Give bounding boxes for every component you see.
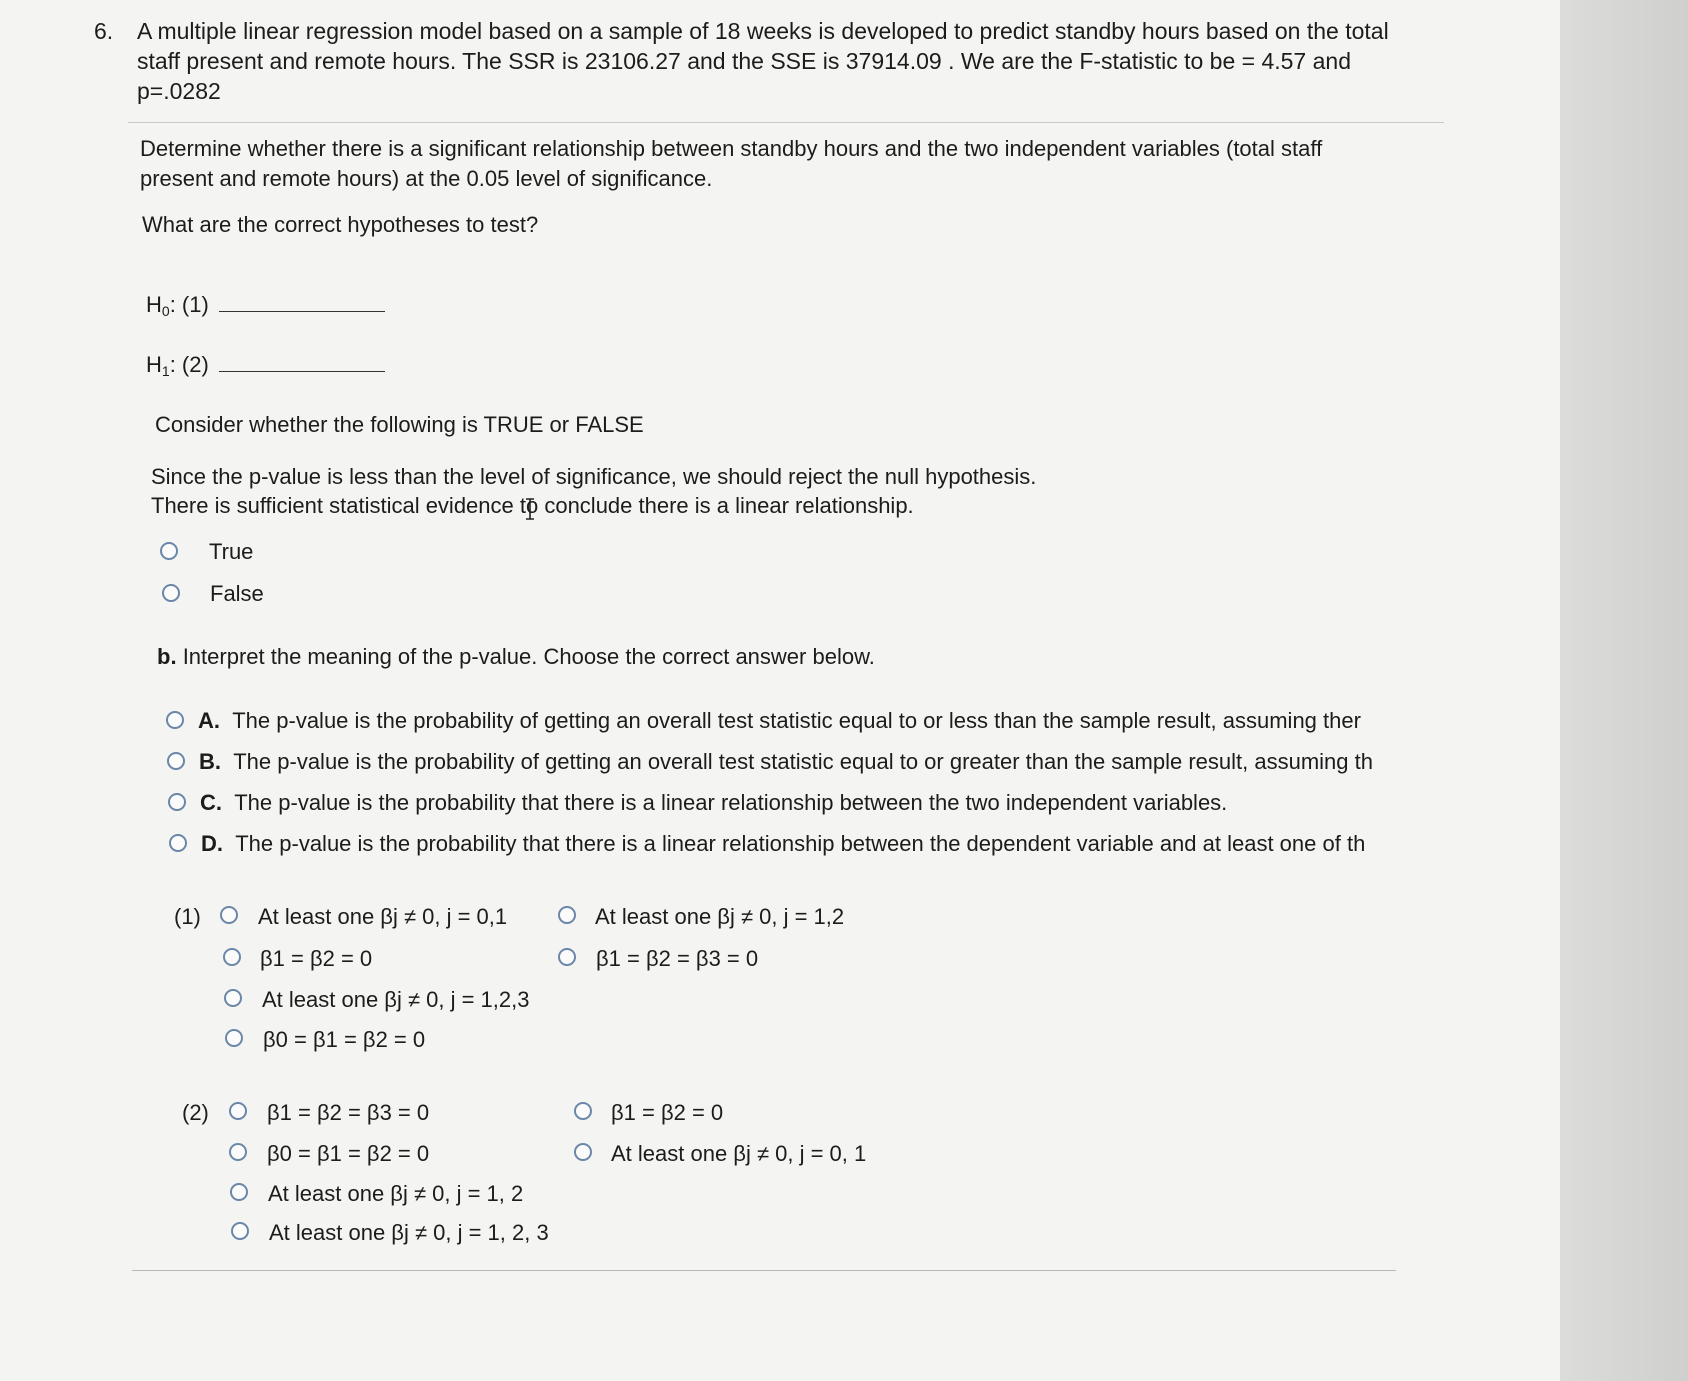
part-a-text-line1: Determine whether there is a significant relationship between standby hours and the two independent variables (total staff <box>140 136 1323 161</box>
choice-d[interactable]: D. The p-value is the probability that there is a linear relationship between the dependent variable and at least one of th <box>201 831 1366 856</box>
d1-option-6[interactable]: β0 = β1 = β2 = 0 <box>263 1027 426 1052</box>
d1-option-3[interactable]: β1 = β2 = 0 <box>260 946 373 971</box>
question-text-line1: A multiple linear regression model based on a sample of 18 weeks is developed to predict standby hours based on the total <box>137 18 1389 44</box>
bottom-divider <box>132 1270 1396 1271</box>
radio-choice-b[interactable] <box>167 752 185 770</box>
h0-dropdown-blank[interactable] <box>219 293 385 312</box>
d1-radio-3[interactable] <box>223 948 241 966</box>
d1-option-5[interactable]: At least one βj ≠ 0, j = 1,2,3 <box>262 987 530 1012</box>
question-text-line2: staff present and remote hours. The SSR is 23106.27 and the SSE is 37914.09 . We are the F-statistic to be = 4.57 and <box>137 48 1351 74</box>
d2-option-2[interactable]: β1 = β2 = 0 <box>611 1100 724 1125</box>
h1-label: $H_1$: (2) <box>146 350 385 380</box>
question-number: 6. <box>94 18 114 44</box>
d1-radio-4[interactable] <box>558 948 576 966</box>
text-cursor-icon <box>523 498 537 520</box>
radio-choice-d[interactable] <box>169 834 187 852</box>
part-a-text-line2: present and remote hours) at the 0.05 level of significance. <box>140 166 713 191</box>
d2-radio-1[interactable] <box>229 1102 247 1120</box>
choice-a[interactable]: A. The p-value is the probability of getting an overall test statistic equal to or less than the sample result, assuming ther <box>198 708 1361 733</box>
d1-radio-2[interactable] <box>558 906 576 924</box>
d2-option-4[interactable]: At least one βj ≠ 0, j = 0, 1 <box>611 1141 867 1166</box>
radio-choice-c[interactable] <box>168 793 186 811</box>
radio-true[interactable] <box>160 542 178 560</box>
d1-option-4[interactable]: β1 = β2 = β3 = 0 <box>596 946 759 971</box>
h1-dropdown-blank[interactable] <box>219 353 385 372</box>
screen-edge <box>1560 0 1688 1381</box>
dropdown1-label: (1) <box>174 904 201 929</box>
question-text-line3: p=.0282 <box>137 78 221 104</box>
section-divider <box>128 122 1444 123</box>
radio-choice-a[interactable] <box>166 711 184 729</box>
d1-option-1[interactable]: At least one βj ≠ 0, j = 0,1 <box>258 904 508 929</box>
d2-radio-3[interactable] <box>229 1143 247 1161</box>
statement-line2: There is sufficient statistical evidence to conclude there is a linear relationship. <box>151 493 914 518</box>
hypotheses-prompt: What are the correct hypotheses to test? <box>142 212 539 237</box>
d2-radio-2[interactable] <box>574 1102 592 1120</box>
d2-radio-4[interactable] <box>574 1143 592 1161</box>
option-true-label[interactable]: True <box>209 539 254 564</box>
d2-radio-5[interactable] <box>230 1183 248 1201</box>
choice-c[interactable]: C. The p-value is the probability that there is a linear relationship between the two independent variables. <box>200 790 1228 815</box>
h0-label: $H_0$: (1) <box>146 290 385 320</box>
choice-b[interactable]: B. The p-value is the probability of getting an overall test statistic equal to or greater than the sample result, assuming th <box>199 749 1373 774</box>
d2-option-5[interactable]: At least one βj ≠ 0, j = 1, 2 <box>268 1181 524 1206</box>
d2-radio-6[interactable] <box>231 1222 249 1240</box>
part-b-prompt: b. Interpret the meaning of the p-value. Choose the correct answer below. <box>157 644 875 669</box>
d1-option-2[interactable]: At least one βj ≠ 0, j = 1,2 <box>595 904 845 929</box>
d2-option-3[interactable]: β0 = β1 = β2 = 0 <box>267 1141 430 1166</box>
radio-false[interactable] <box>162 584 180 602</box>
d1-radio-6[interactable] <box>225 1029 243 1047</box>
d1-radio-1[interactable] <box>220 906 238 924</box>
d2-option-6[interactable]: At least one βj ≠ 0, j = 1, 2, 3 <box>269 1220 549 1245</box>
option-false-label[interactable]: False <box>210 581 264 606</box>
d1-radio-5[interactable] <box>224 989 242 1007</box>
d2-option-1[interactable]: β1 = β2 = β3 = 0 <box>267 1100 430 1125</box>
true-false-heading: Consider whether the following is TRUE or FALSE <box>155 412 644 437</box>
statement-line1: Since the p-value is less than the level of significance, we should reject the null hypothesis. <box>151 464 1037 489</box>
dropdown2-label: (2) <box>182 1100 209 1125</box>
